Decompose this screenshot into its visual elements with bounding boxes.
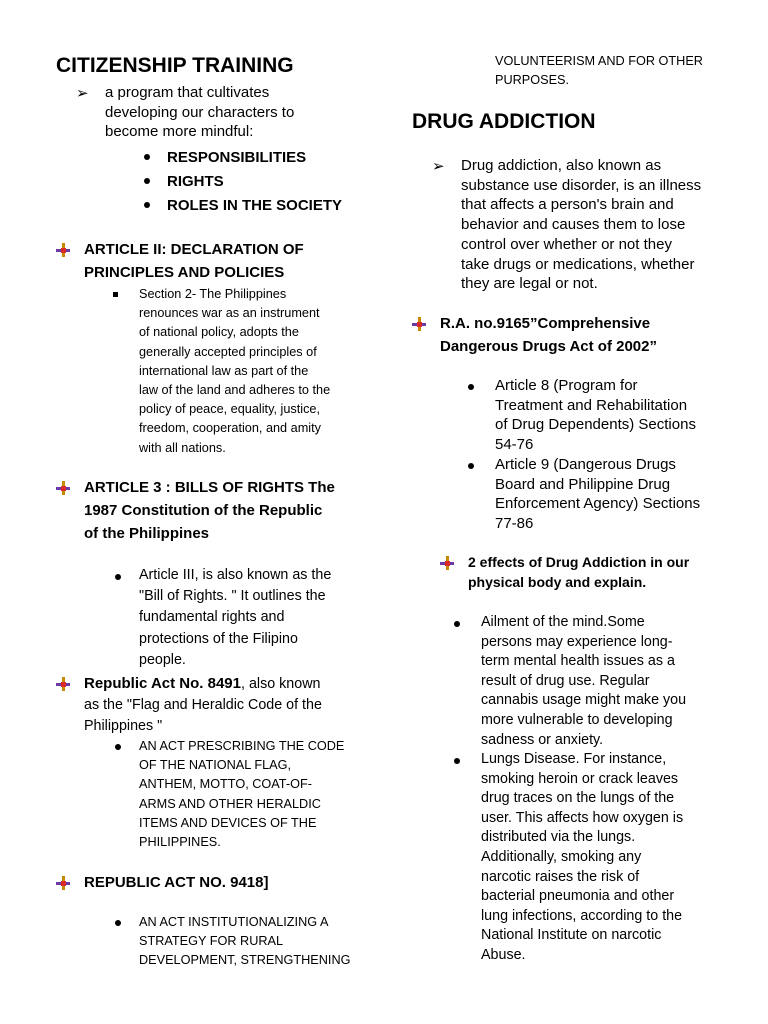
bullet-dot-icon [115, 574, 121, 580]
ra-9418-heading: REPUBLIC ACT NO. 9418] [84, 874, 269, 891]
article-3-heading: ARTICLE 3 : BILLS OF RIGHTS The 1987 Constitution of the Republic of the Philippines [84, 479, 335, 542]
effects-heading: 2 effects of Drug Addiction in our physical body and explain. [468, 554, 690, 590]
cross-bullet-icon [56, 677, 70, 691]
bullet-dot-icon [144, 202, 150, 208]
drug-addiction-title: DRUG ADDICTION [412, 110, 596, 133]
article-3-description: Article III, is also known as the "Bill of Rights. " It outlines the fundamental rights and protections of the Filipino people. [139, 567, 332, 668]
bullet-dot-icon [144, 178, 150, 184]
ra-8491-description: AN ACT PRESCRIBING THE CODE OF THE NATIONAL FLAG, ANTHEM, MOTTO, COAT-OF- ARMS AND OTHER HERALDIC ITEMS AND DEVICES OF THE PHILIPPINES. [139, 739, 345, 850]
citizenship-title: CITIZENSHIP TRAINING [56, 54, 294, 77]
bullet-responsibilities: RESPONSIBILITIES [167, 149, 307, 166]
bullet-dot-icon [115, 920, 121, 926]
cross-bullet-icon [440, 556, 454, 570]
ra-9418-description: AN ACT INSTITUTIONALIZING A STRATEGY FOR RURAL DEVELOPMENT, STRENGTHENING [139, 915, 351, 968]
bullet-roles: ROLES IN THE SOCIETY [167, 197, 343, 214]
bullet-dot-icon [468, 384, 474, 390]
drug-addiction-definition: Drug addiction, also known as substance use disorder, is an illness that affects a person's brain and behavior and causes them to lose control over whether or not they take drugs or medications, whether they are legal or not. [461, 157, 702, 293]
continued-text: VOLUNTEERISM AND FOR OTHER PURPOSES. [495, 54, 703, 87]
bullet-dot-icon [454, 758, 460, 764]
arrow-bullet-icon: ➢ [76, 85, 89, 102]
bullet-rights: RIGHTS [167, 173, 224, 190]
article-2-heading: ARTICLE II: DECLARATION OF PRINCIPLES AND POLICIES [84, 241, 304, 281]
ra-8491-heading: Republic Act No. 8491, also known as the "Flag and Heraldic Code of the Philippines " [84, 675, 322, 734]
ailment-item: Ailment of the mind.Some persons may experience long- term mental health issues as a result of drug use. Regular cannabis usage might make you more vulnerable to developing sadness or anxiety. [481, 614, 687, 748]
article-8-item: Article 8 (Program for Treatment and Rehabilitation of Drug Dependents) Sections 54-76 [495, 377, 696, 454]
cross-bullet-icon [56, 481, 70, 495]
cross-bullet-icon [56, 243, 70, 257]
bullet-dot-icon [144, 154, 150, 160]
article-9-item: Article 9 (Dangerous Drugs Board and Philippine Drug Enforcement Agency) Sections 77-86 [495, 456, 701, 533]
cross-bullet-icon [412, 317, 426, 331]
bullet-dot-icon [468, 463, 474, 469]
ra-9165-heading: R.A. no.9165”Comprehensive Dangerous Drugs Act of 2002” [440, 315, 657, 355]
bullet-dot-icon [115, 744, 121, 750]
bullet-dot-icon [454, 621, 460, 627]
arrow-bullet-icon: ➢ [432, 158, 445, 175]
square-bullet-icon [113, 292, 118, 297]
lungs-item: Lungs Disease. For instance, smoking heroin or crack leaves drug traces on the lungs of the user. This affects how oxygen is distributed via the lungs. Additionally, smoking any narcotic raises the risk of bacterial pneumonia and other lung infections, according to the National Institute on narcotic Abuse. [481, 751, 684, 963]
section-2-text: Section 2- The Philippines renounces war as an instrument of national policy, adopts the generally accepted principles of international law as part of the law of the land and adheres to the policy of peace, equality, justice, freedom, cooperation, and amity with all nations. [139, 287, 331, 455]
cross-bullet-icon [56, 876, 70, 890]
citizenship-intro: a program that cultivates developing our characters to become more mindful: [105, 84, 295, 141]
